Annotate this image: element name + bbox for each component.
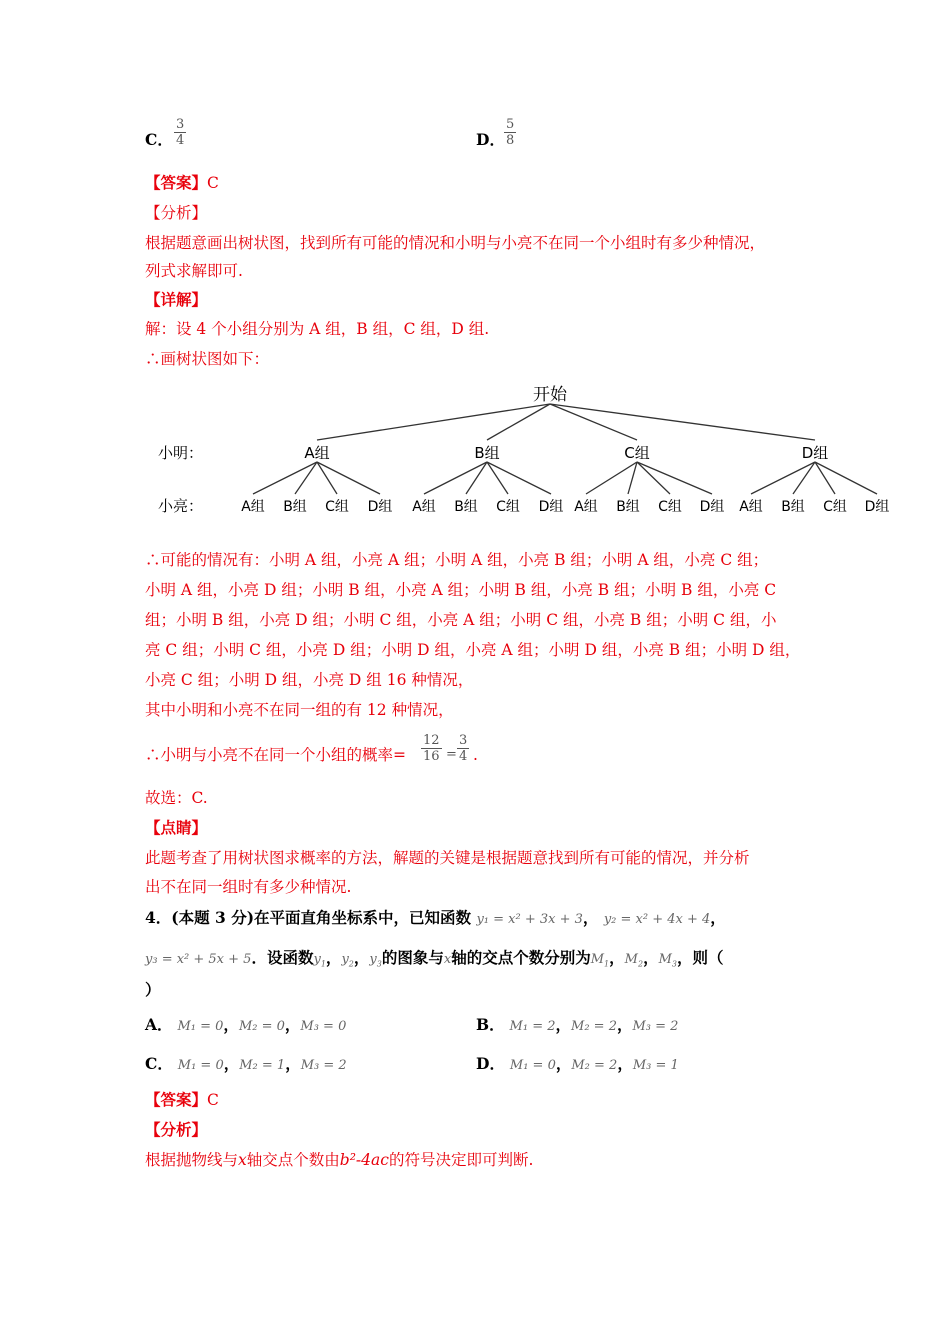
tree-leaf: A组 <box>412 499 436 515</box>
fraction-denominator: 8 <box>506 133 515 148</box>
tree-row1-label: 小明： <box>158 444 204 462</box>
q4-option-c: C． M₁ = 0，M₂ = 1，M₃ = 2 <box>145 1054 347 1073</box>
tree-diagram <box>0 378 950 528</box>
q4-option-a: A． M₁ = 0，M₂ = 0，M₃ = 0 <box>145 1015 347 1034</box>
cases-line-1: ∴可能的情况有：小明 A 组，小亮 A 组；小明 A 组，小亮 B 组；小明 A 组，小亮 C 组； <box>145 551 769 569</box>
tree-leaf: C组 <box>325 499 349 515</box>
option-label: A． <box>145 1015 173 1034</box>
fraction-numerator: 3 <box>459 733 468 748</box>
tree-leaf: D组 <box>699 499 725 515</box>
option-m1: M₁ = 0 <box>177 1019 224 1034</box>
answer-tag: 【答案】 <box>145 1090 208 1109</box>
q4-stem-text: 轴的交点个数分别为 <box>451 948 591 967</box>
probability-fraction-2 <box>457 733 469 764</box>
q4-x-var: x <box>443 952 452 967</box>
q4-stem-line-2: y₃ = x² + 5x + 5．设函数$y_1$，$y_2$，$y_3$的图象与x轴的交点个数分别为$M_1$，$M_2$，$M_3$，则（ <box>145 948 724 969</box>
tree-leaf: A组 <box>739 499 763 515</box>
option-c-label: C． <box>145 130 173 149</box>
option-m2: M₂ = 1 <box>239 1058 286 1073</box>
tree-leaf: C组 <box>823 499 847 515</box>
detail-line-2: ∴画树状图如下： <box>145 350 270 368</box>
comment-line-2: 出不在同一组时有多少种情况. <box>145 878 352 896</box>
analysis-line-2: 列式求解即可. <box>145 262 243 280</box>
option-m3: M₃ = 1 <box>632 1058 679 1073</box>
answer-value: C <box>207 174 219 192</box>
tree-leaf: B组 <box>616 499 640 515</box>
tree-level1-c: C组 <box>624 444 650 462</box>
q4-stem-text: 的图象与 <box>381 948 444 967</box>
analysis-x-var: x <box>238 1151 247 1169</box>
q4-analysis-tag: 【分析】 <box>145 1120 208 1139</box>
q4-stem-text: 4．(本题 3 分)在平面直角坐标系中，已知函数 <box>145 908 472 927</box>
fraction-numerator: 3 <box>176 117 185 132</box>
tree-leaf: B组 <box>283 499 307 515</box>
q4-stem-text: ，则（ <box>676 948 724 967</box>
option-label: B． <box>476 1015 505 1034</box>
detail-line-1: 解：设 4 个小组分别为 A 组，B 组，C 组，D 组. <box>145 320 490 338</box>
fraction-numerator: 5 <box>506 117 515 132</box>
q4-stem-line-1: 4．(本题 3 分)在平面直角坐标系中，已知函数 y₁ = x² + 3x + 3， y₂ = x² + 4x + 4， <box>145 908 726 927</box>
analysis-line-1: 根据题意画出树状图，找到所有可能的情况和小明与小亮不在同一个小组时有多少种情况， <box>145 234 766 252</box>
tree-leaf: B组 <box>454 499 478 515</box>
q4-stem-line-3: ） <box>145 980 161 999</box>
q4-option-b: B． M₁ = 2，M₂ = 2，M₃ = 2 <box>476 1015 679 1034</box>
fraction-denominator: 4 <box>176 133 185 148</box>
q4-function-1: y₁ = x² + 3x + 3 <box>476 912 583 927</box>
tree-leaf: B组 <box>781 499 805 515</box>
analysis-text: 根据抛物线与 <box>145 1151 239 1169</box>
tree-level1-a: A组 <box>304 444 330 462</box>
option-d-fraction <box>504 117 516 148</box>
comment-line-1: 此题考查了用树状图求概率的方法，解题的关键是根据题意找到所有可能的情况，并分析 <box>145 849 750 867</box>
option-m2: M₂ = 0 <box>238 1019 285 1034</box>
q4-option-d: D． M₁ = 0，M₂ = 2，M₃ = 1 <box>476 1054 679 1073</box>
tree-leaf: C组 <box>496 499 520 515</box>
q4-function-3: y₃ = x² + 5x + 5 <box>145 952 252 967</box>
cases-line-3: 组；小明 B 组，小亮 D 组；小明 C 组，小亮 A 组；小明 C 组，小亮 B 组；小明 C 组，小 <box>145 611 777 629</box>
comment-tag: 【点睛】 <box>145 818 208 837</box>
option-m1: M₁ = 0 <box>509 1058 556 1073</box>
tree-row2-label: 小亮： <box>158 497 204 515</box>
option-label: D． <box>476 1054 505 1073</box>
probability-text: ∴小明与小亮不在同一个小组的概率= <box>145 746 406 764</box>
diff-line: 其中小明和小亮不在同一组的有 12 种情况， <box>145 701 454 719</box>
fraction-numerator: 12 <box>423 733 440 748</box>
detail-tag: 【详解】 <box>145 290 208 309</box>
cases-line-5: 小亮 C 组；小明 D 组，小亮 D 组 16 种情况， <box>145 671 474 689</box>
q4-function-2: y₂ = x² + 4x + 4 <box>603 912 711 927</box>
option-m3: M₃ = 2 <box>632 1019 679 1034</box>
option-m2: M₂ = 2 <box>571 1019 617 1034</box>
tree-leaf: A组 <box>241 499 265 515</box>
option-m2: M₂ = 2 <box>571 1058 618 1073</box>
fraction-denominator: 16 <box>423 749 440 764</box>
answer-tag: 【答案】 <box>145 173 208 192</box>
option-m1: M₁ = 2 <box>509 1019 556 1034</box>
option-m1: M₁ = 0 <box>177 1058 224 1073</box>
option-m3: M₃ = 2 <box>300 1058 347 1073</box>
probability-fraction-1 <box>421 733 442 764</box>
probability-end: . <box>473 746 478 764</box>
answer-line <box>145 168 219 198</box>
tree-leaf: D组 <box>538 499 564 515</box>
option-label: C． <box>145 1054 173 1073</box>
q4-answer-line <box>145 1085 219 1115</box>
cases-line-2: 小明 A 组，小亮 D 组；小明 B 组，小亮 A 组；小明 B 组，小亮 B 组；小明 B 组，小亮 C <box>145 581 777 599</box>
option-d-label: D． <box>476 130 505 149</box>
tree-leaf: D组 <box>367 499 393 515</box>
analysis-discriminant: b²-4ac <box>339 1151 389 1169</box>
analysis-tag: 【分析】 <box>145 204 208 222</box>
tree-leaf: D组 <box>864 499 890 515</box>
probability-equals: = <box>446 747 457 762</box>
tree-level1-b: B组 <box>474 444 500 462</box>
option-m3: M₃ = 0 <box>300 1019 347 1034</box>
tree-leaf: C组 <box>658 499 682 515</box>
analysis-text: 轴交点个数由 <box>246 1151 340 1169</box>
fraction-denominator: 4 <box>459 749 468 764</box>
tree-leaf: A组 <box>574 499 598 515</box>
option-c-fraction <box>174 117 186 148</box>
cases-line-4: 亮 C 组；小明 C 组，小亮 D 组；小明 D 组，小亮 A 组；小明 D 组，小亮 B 组；小明 D 组， <box>145 641 801 659</box>
answer-value: C <box>207 1091 219 1109</box>
tree-root: 开始 <box>533 385 567 405</box>
choose-line: 故选：C. <box>145 789 208 807</box>
q4-analysis-line <box>145 1145 533 1175</box>
analysis-text: 的符号决定即可判断. <box>388 1151 534 1169</box>
tree-level1-d: D组 <box>801 444 829 462</box>
q4-stem-text: ．设函数 <box>251 948 314 967</box>
